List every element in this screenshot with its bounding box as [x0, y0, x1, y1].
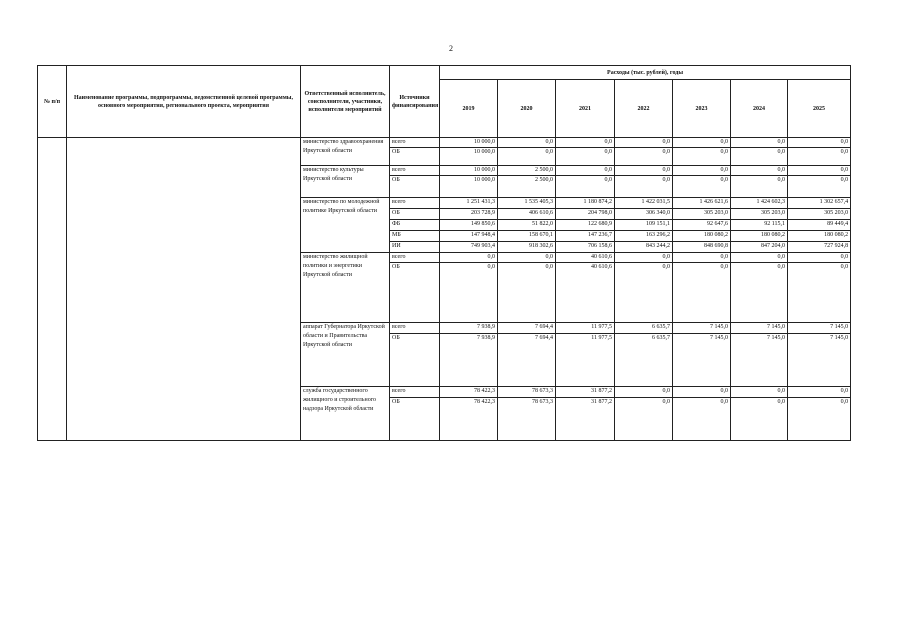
executor-cell: аппарат Губернатора Иркутской области и Правительства Иркутской области: [301, 323, 390, 387]
value-cell: 0,0: [788, 398, 851, 441]
source-cell: ОБ: [390, 334, 440, 387]
value-cell: 0,0: [556, 166, 615, 176]
value-cell: 0,0: [615, 263, 673, 323]
value-cell: 0,0: [788, 148, 851, 166]
value-cell: 0,0: [498, 148, 556, 166]
value-cell: 727 924,8: [788, 242, 851, 253]
header-year: 2023: [673, 80, 731, 138]
value-cell: 78 422,3: [440, 398, 498, 441]
value-cell: 848 690,8: [673, 242, 731, 253]
value-cell: 7 145,0: [673, 323, 731, 334]
value-cell: 31 877,2: [556, 398, 615, 441]
value-cell: 0,0: [673, 253, 731, 263]
source-cell: ОБ: [390, 148, 440, 166]
value-cell: 78 673,3: [498, 398, 556, 441]
value-cell: 0,0: [440, 263, 498, 323]
value-cell: 0,0: [498, 138, 556, 148]
page-number: 2: [449, 44, 453, 53]
value-cell: 7 145,0: [788, 334, 851, 387]
value-cell: 7 145,0: [673, 334, 731, 387]
source-cell: всего: [390, 138, 440, 148]
value-cell: 180 080,2: [673, 231, 731, 242]
value-cell: 2 500,0: [498, 166, 556, 176]
source-cell: всего: [390, 166, 440, 176]
executor-cell: министерство культуры Иркутской области: [301, 166, 390, 198]
value-cell: 0,0: [788, 138, 851, 148]
table-row: [38, 138, 851, 148]
value-cell: 0,0: [788, 263, 851, 323]
measure-name-cell: [67, 138, 301, 441]
value-cell: 40 610,6: [556, 253, 615, 263]
executor-cell: служба государственного жилищного и строительного надзора Иркутской области: [301, 387, 390, 441]
table-body: [38, 138, 851, 441]
value-cell: 0,0: [673, 176, 731, 198]
value-cell: 10 000,0: [440, 166, 498, 176]
source-cell: МБ: [390, 231, 440, 242]
value-cell: 305 203,0: [731, 209, 788, 220]
value-cell: 180 080,2: [788, 231, 851, 242]
value-cell: 406 610,6: [498, 209, 556, 220]
value-cell: 0,0: [731, 176, 788, 198]
value-cell: 0,0: [673, 166, 731, 176]
value-cell: 0,0: [556, 176, 615, 198]
value-cell: 0,0: [615, 176, 673, 198]
value-cell: 92 115,1: [731, 220, 788, 231]
value-cell: 158 670,1: [498, 231, 556, 242]
value-cell: 7 694,4: [498, 323, 556, 334]
value-cell: 147 948,4: [440, 231, 498, 242]
header-year: 2021: [556, 80, 615, 138]
value-cell: 7 145,0: [731, 323, 788, 334]
value-cell: 40 610,6: [556, 263, 615, 323]
value-cell: 109 151,1: [615, 220, 673, 231]
executor-cell: министерство по молодежной политике Иркутской области: [301, 198, 390, 253]
value-cell: 11 977,5: [556, 323, 615, 334]
value-cell: 0,0: [673, 398, 731, 441]
header-year: 2019: [440, 80, 498, 138]
expenses-table: [37, 65, 851, 441]
value-cell: 7 145,0: [788, 323, 851, 334]
source-cell: всего: [390, 198, 440, 209]
value-cell: 0,0: [788, 387, 851, 398]
value-cell: 0,0: [788, 253, 851, 263]
value-cell: 847 204,0: [731, 242, 788, 253]
header-expenses: Расходы (тыс. рублей), годы: [440, 66, 851, 80]
source-cell: ОБ: [390, 176, 440, 198]
value-cell: 122 680,9: [556, 220, 615, 231]
value-cell: 10 000,0: [440, 148, 498, 166]
value-cell: 7 694,4: [498, 334, 556, 387]
value-cell: 918 302,6: [498, 242, 556, 253]
value-cell: 7 938,9: [440, 334, 498, 387]
value-cell: 89 449,4: [788, 220, 851, 231]
header-year: 2022: [615, 80, 673, 138]
value-cell: 0,0: [615, 398, 673, 441]
source-cell: всего: [390, 323, 440, 334]
value-cell: 7 938,9: [440, 323, 498, 334]
value-cell: 10 000,0: [440, 138, 498, 148]
header-name: Наименование программы, подпрограммы, ведомственной целевой программы, основного мероприятия, регионального проекта, мероприятия: [67, 66, 301, 138]
value-cell: 1 251 431,3: [440, 198, 498, 209]
value-cell: 1 180 874,2: [556, 198, 615, 209]
header-source: Источники финансирования: [390, 66, 440, 138]
value-cell: 6 635,7: [615, 323, 673, 334]
header-num: № п/п: [38, 66, 67, 138]
value-cell: 92 647,6: [673, 220, 731, 231]
value-cell: 0,0: [556, 138, 615, 148]
value-cell: 0,0: [731, 138, 788, 148]
value-cell: 203 728,9: [440, 209, 498, 220]
value-cell: 204 798,0: [556, 209, 615, 220]
value-cell: 6 635,7: [615, 334, 673, 387]
value-cell: 78 422,3: [440, 387, 498, 398]
value-cell: 0,0: [498, 253, 556, 263]
source-cell: ОБ: [390, 263, 440, 323]
header-responsible: Ответственный исполнитель, соисполнители, участники, исполнители мероприятий: [301, 66, 390, 138]
value-cell: 0,0: [731, 148, 788, 166]
header-year: 2024: [731, 80, 788, 138]
value-cell: 305 203,0: [788, 209, 851, 220]
value-cell: 78 673,3: [498, 387, 556, 398]
value-cell: 0,0: [556, 148, 615, 166]
value-cell: 147 236,7: [556, 231, 615, 242]
value-cell: 0,0: [731, 263, 788, 323]
value-cell: 163 296,2: [615, 231, 673, 242]
value-cell: 11 977,5: [556, 334, 615, 387]
value-cell: 1 426 621,6: [673, 198, 731, 209]
source-cell: ОБ: [390, 209, 440, 220]
value-cell: 2 500,0: [498, 176, 556, 198]
value-cell: 0,0: [673, 263, 731, 323]
value-cell: 180 080,2: [731, 231, 788, 242]
value-cell: 1 302 657,4: [788, 198, 851, 209]
value-cell: 0,0: [615, 387, 673, 398]
value-cell: 0,0: [731, 387, 788, 398]
value-cell: 51 822,0: [498, 220, 556, 231]
value-cell: 1 422 031,5: [615, 198, 673, 209]
value-cell: 0,0: [615, 138, 673, 148]
source-cell: всего: [390, 387, 440, 398]
value-cell: 0,0: [498, 263, 556, 323]
value-cell: 0,0: [440, 253, 498, 263]
source-cell: всего: [390, 253, 440, 263]
value-cell: 0,0: [731, 253, 788, 263]
source-cell: ОБ: [390, 398, 440, 441]
value-cell: 0,0: [788, 176, 851, 198]
value-cell: 0,0: [731, 398, 788, 441]
value-cell: 0,0: [788, 166, 851, 176]
value-cell: 0,0: [615, 253, 673, 263]
value-cell: 706 158,6: [556, 242, 615, 253]
executor-cell: министерство жилищной политики и энергетики Иркутской области: [301, 253, 390, 323]
source-cell: ИИ: [390, 242, 440, 253]
value-cell: 749 903,4: [440, 242, 498, 253]
value-cell: 7 145,0: [731, 334, 788, 387]
value-cell: 10 000,0: [440, 176, 498, 198]
source-cell: ФБ: [390, 220, 440, 231]
value-cell: 843 244,2: [615, 242, 673, 253]
value-cell: 149 850,6: [440, 220, 498, 231]
header-year: 2025: [788, 80, 851, 138]
value-cell: 1 424 602,3: [731, 198, 788, 209]
value-cell: 0,0: [615, 166, 673, 176]
value-cell: 0,0: [615, 148, 673, 166]
value-cell: 0,0: [731, 166, 788, 176]
value-cell: 306 340,0: [615, 209, 673, 220]
row-number-cell: [38, 138, 67, 441]
value-cell: 1 535 405,3: [498, 198, 556, 209]
value-cell: 0,0: [673, 387, 731, 398]
value-cell: 31 877,2: [556, 387, 615, 398]
header-year: 2020: [498, 80, 556, 138]
value-cell: 305 203,0: [673, 209, 731, 220]
value-cell: 0,0: [673, 148, 731, 166]
value-cell: 0,0: [673, 138, 731, 148]
executor-cell: министерство здравоохранения Иркутской области: [301, 138, 390, 166]
